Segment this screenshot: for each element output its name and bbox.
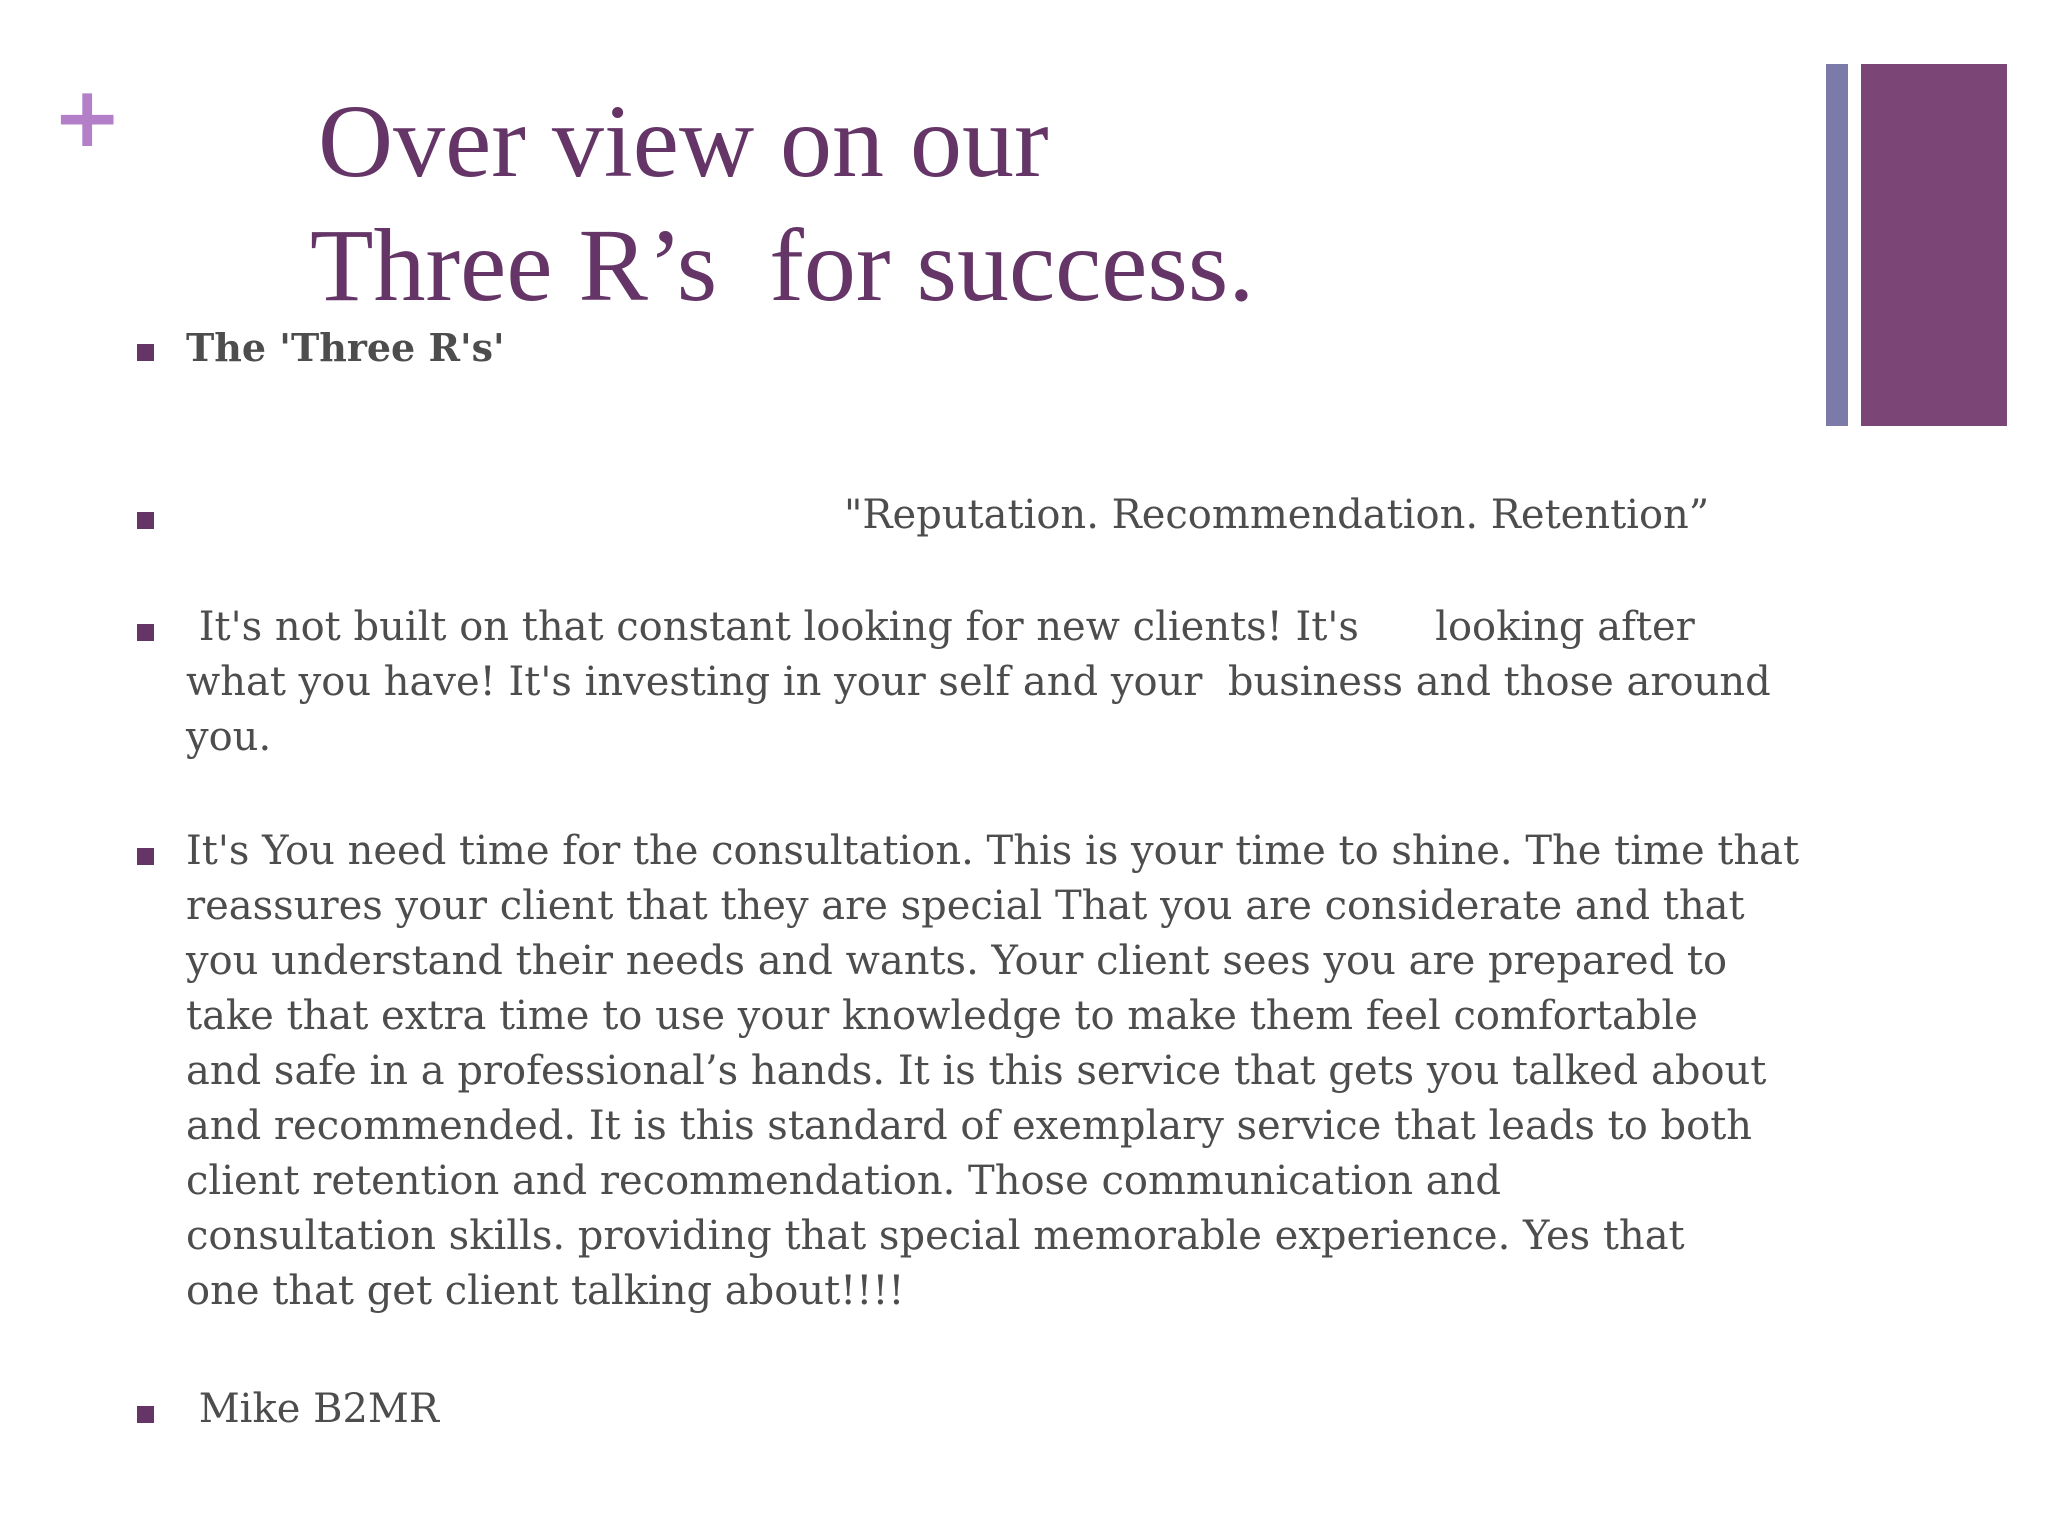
accent-bar-thick	[1861, 64, 2007, 426]
accent-bar-thin	[1826, 64, 1848, 426]
bullet-marker	[137, 624, 154, 641]
bullet-text-three-rs: The 'Three R's'	[186, 325, 505, 370]
bullet-marker	[137, 512, 154, 529]
bullet-text-motto: "Reputation. Recommendation. Retention”	[844, 492, 1710, 538]
title-line-1: Over view on our	[318, 84, 1049, 199]
slide-title	[310, 80, 1254, 328]
title-line-2: Three R’s for success.	[310, 208, 1255, 323]
plus-icon: +	[52, 68, 123, 166]
bullet-marker	[137, 344, 154, 361]
bullet-text-not-built: It's not built on that constant looking for new clients! It's looking after what you have! It's investing in your self and your business and those around you.	[186, 604, 1771, 760]
bullet-text-author: Mike B2MR	[186, 1386, 440, 1432]
bullet-text-consultation: It's You need time for the consultation. This is your time to shine. The time that reassures your client that they are special That you are considerate and that you understand their needs and wants. Your client sees you are prepared to take that extra time to use your knowledge to make them feel comfortable and safe in a professional’s hands. It is this service that gets you talked about and recommended. It is this standard of exemplary service that leads to both client retention and recommendation. Those communication and consultation skills. providing that special memorable experience. Yes that one that get client talking about!!!!	[186, 828, 1800, 1314]
bullet-marker	[137, 848, 154, 865]
bullet-marker	[137, 1406, 154, 1423]
